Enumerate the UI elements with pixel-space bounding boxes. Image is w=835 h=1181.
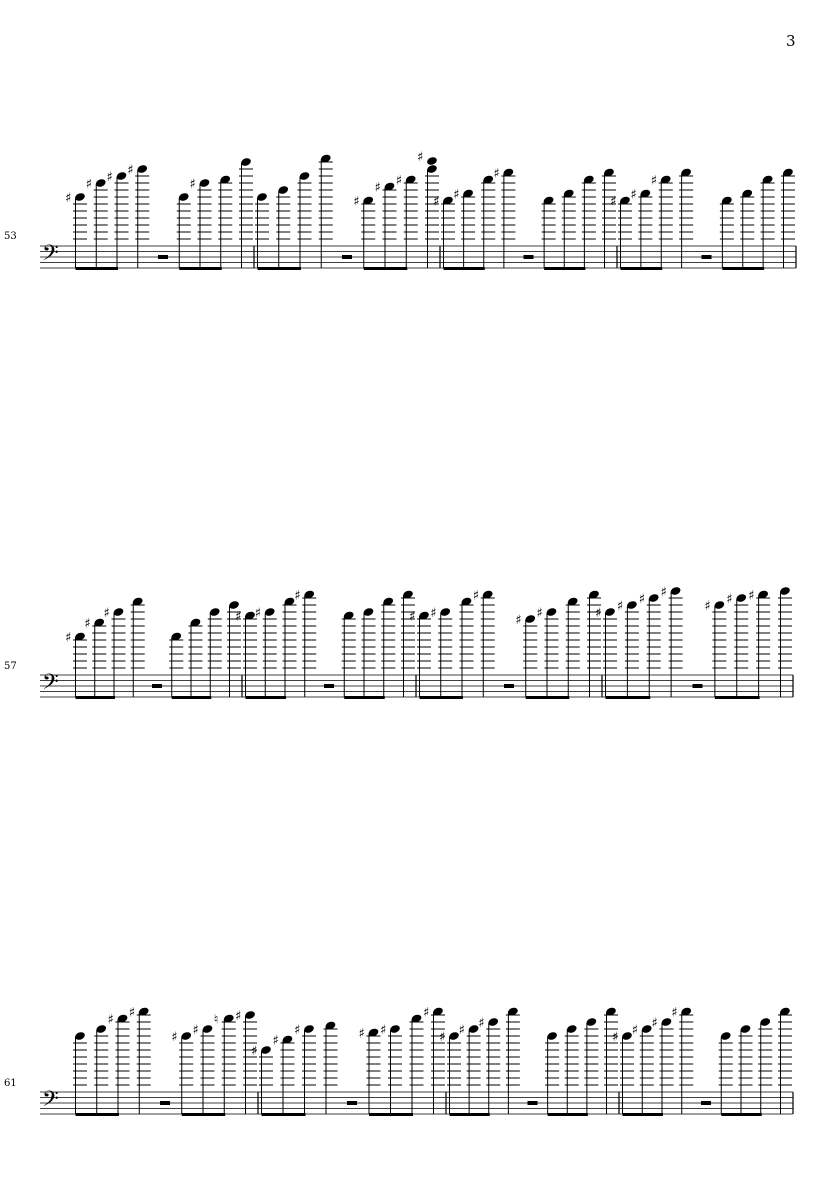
rest-icon [528,1101,538,1105]
measure-54 [255,150,439,270]
measure-62 [251,1006,445,1117]
sharp-icon: ♯ [726,592,733,607]
staff-system-3 [40,1006,793,1118]
beam [76,267,119,270]
sharp-icon: ♯ [128,1005,136,1021]
measure-56 [610,167,795,270]
sharp-icon: ♯ [395,173,403,189]
sharp-icon: ♯ [107,1012,114,1028]
sharp-icon: ♯ [430,606,437,621]
sharp-icon: ♯ [616,599,624,614]
sharp-icon: ♯ [85,177,93,192]
sharp-icon: ♯ [650,173,658,189]
measure-57 [65,596,241,699]
rest-icon [701,1101,711,1105]
beam [623,1113,664,1116]
bass-clef-icon: 𝄢 [42,670,59,700]
rest-icon [324,684,334,688]
sharp-icon: ♯ [478,1016,485,1031]
sharp-icon: ♯ [536,606,543,621]
measure-61 [73,1006,257,1117]
beam [262,1113,306,1116]
sharp-icon: ♯ [439,1030,446,1045]
sharp-icon: ♯ [671,1005,678,1021]
sharp-icon: ♯ [409,609,416,625]
rest-icon [524,255,534,259]
sharp-icon: ♯ [630,187,637,203]
rest-icon [693,684,703,688]
sharp-icon: ♯ [610,194,617,210]
measure-55 [433,167,616,271]
measure-53 [65,157,253,270]
sharp-icon: ♯ [235,1009,242,1024]
sharp-icon: ♯ [417,150,424,165]
beam [526,696,570,699]
beam [621,267,663,270]
sharp-icon: ♯ [251,1044,258,1059]
sharp-icon: ♯ [294,588,301,604]
sharp-icon: ♯ [380,1023,387,1038]
page-number: 3 [786,32,796,50]
rest-icon [160,1101,170,1105]
measure-63 [439,1006,618,1116]
sharp-icon: ♯ [651,1016,658,1031]
sharp-icon: ♯ [515,613,522,628]
sharp-icon: ♯ [458,1023,465,1038]
staff-system-2 [40,585,793,700]
measure-number-system-1: 53 [4,231,17,242]
beam [76,696,116,699]
sharp-icon: ♯ [127,163,134,178]
sharp-icon: ♯ [472,588,480,604]
sharp-icon: ♯ [493,166,500,182]
sharp-icon: ♯ [358,1026,365,1042]
beam [258,267,302,270]
rest-icon [152,684,162,688]
measure-64 [612,1006,792,1117]
bass-clef-icon: 𝄢 [42,241,59,271]
beam [420,696,464,699]
beam [179,267,222,270]
measure-59 [409,589,601,700]
measure-number-system-3: 61 [4,1078,17,1089]
sharp-icon: ♯ [453,187,460,203]
sharp-icon: ♯ [294,1023,301,1038]
notehead [426,156,438,166]
rest-icon [342,255,352,259]
sharp-icon: ♯ [660,585,667,600]
sharp-icon: ♯ [612,1030,619,1045]
sharp-icon: ♯ [748,588,755,604]
sharp-icon: ♯ [704,599,711,614]
beam [444,267,485,270]
measure-60 [595,585,792,699]
rest-icon [702,255,712,259]
sharp-icon: ♯ [272,1033,279,1049]
sharp-icon: ♯ [423,1005,430,1021]
rest-icon [158,255,168,259]
beam [715,696,760,699]
beam [450,1113,490,1116]
beam [721,1113,762,1116]
beam [246,696,287,699]
measure-number-system-2: 57 [4,661,17,672]
measure-58 [235,589,415,700]
rest-icon [504,684,514,688]
natural-icon: ♮ [213,1012,219,1028]
sharp-icon: ♯ [433,194,440,210]
sharp-icon: ♯ [192,1023,199,1038]
sharp-icon: ♯ [189,177,196,192]
sharp-icon: ♯ [106,170,113,185]
beam [722,267,764,270]
beam [544,267,585,270]
sharp-icon: ♯ [638,592,646,607]
beam [344,696,385,699]
sharp-icon: ♯ [595,606,602,621]
sharp-icon: ♯ [171,1030,178,1045]
beam [369,1113,413,1116]
beam [76,1113,120,1116]
sharp-icon: ♯ [235,609,242,625]
sharp-icon: ♯ [65,630,72,646]
sharp-icon: ♯ [84,616,91,632]
staff-system-1 [40,150,796,271]
beam [548,1113,588,1116]
beam [606,696,651,699]
sharp-icon: ♯ [65,191,72,206]
sharp-icon: ♯ [103,606,110,621]
sharp-icon: ♯ [353,194,360,210]
sharp-icon: ♯ [254,606,262,621]
beam [172,696,212,699]
sharp-icon: ♯ [631,1023,639,1038]
sharp-icon: ♯ [374,180,381,196]
beam [182,1113,226,1116]
bass-clef-icon: 𝄢 [42,1087,59,1117]
rest-icon [347,1101,357,1105]
beam [364,267,408,270]
